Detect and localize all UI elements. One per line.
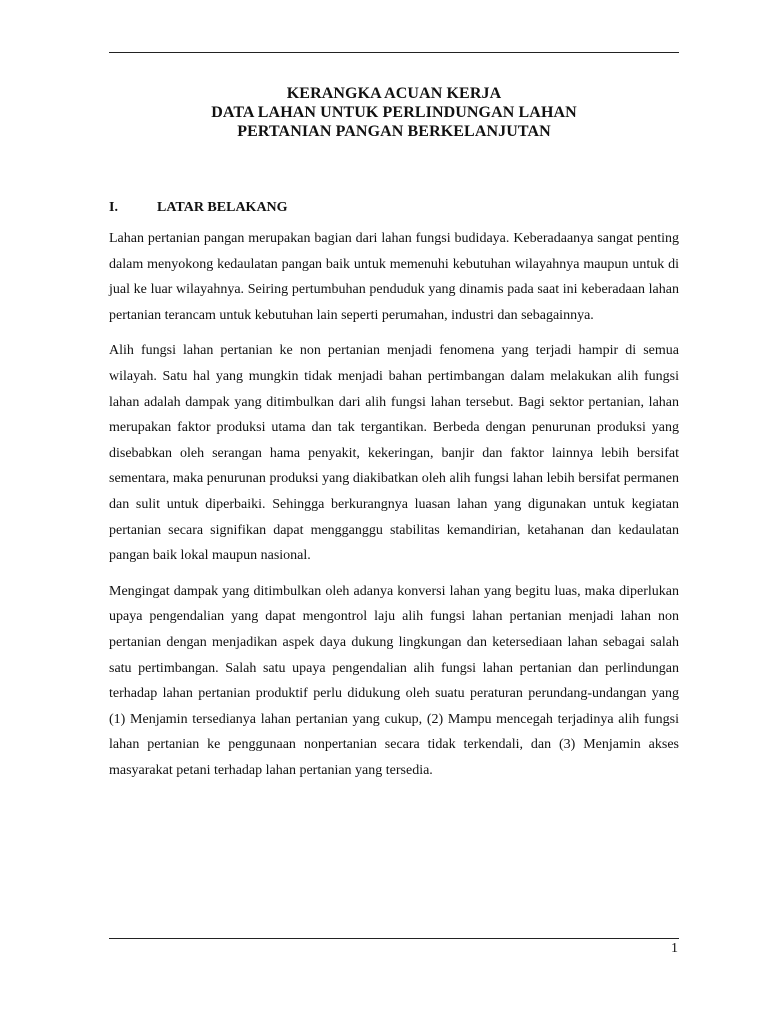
paragraph-2: Alih fungsi lahan pertanian ke non pertanian menjadi fenomena yang terjadi hampir di semua wilayah. Satu hal yang mungkin tidak menjadi bahan pertimbangan dalam melakukan alih fungsi lahan adalah dampak yang ditimbulkan dari alih fungsi lahan tersebut. Bagi sektor pertanian, lahan merupakan faktor produksi utama dan tak tergantikan. Berbeda dengan penurunan produksi yang disebabkan oleh serangan hama penyakit, kekeringan, banjir dan faktor lainnya lebih bersifat sementara, maka penurunan produksi yang diakibatkan oleh alih fungsi lahan lebih bersifat permanen dan sulit untuk diperbaiki. Sehingga berkurangnya luasan lahan yang digunakan untuk kegiatan pertanian secara signifikan dapat mengganggu stabilitas kemandirian, ketahanan dan kedaulatan pangan baik lokal maupun nasional. xyxy=(109,343,679,564)
title-line-1: KERANGKA ACUAN KERJA xyxy=(286,85,502,102)
body-text xyxy=(109,226,679,793)
title-line-3: PERTANIAN PANGAN BERKELANJUTAN xyxy=(237,123,551,140)
paragraph-3: Mengingat dampak yang ditimbulkan oleh adanya konversi lahan yang begitu luas, maka diperlukan upaya pengendalian yang dapat mengontrol laju alih fungsi lahan pertanian menjadi lahan non pertanian dengan menjadikan aspek daya dukung lingkungan dan ketersediaan lahan sebagai salah satu pertimbangan. Salah satu upaya pengendalian alih fungsi lahan pertanian dan perlindungan terhadap lahan pertanian produktif perlu didukung oleh suatu peraturan perundang-undangan yang (1) Menjamin tersedianya lahan pertanian yang cukup, (2) Mampu mencegah terjadinya alih fungsi lahan pertanian ke penggunaan nonpertanian secara tidak terkendali, dan (3) Menjamin akses masyarakat petani terhadap lahan pertanian yang tersedia. xyxy=(109,583,679,778)
paragraph-1: Lahan pertanian pangan merupakan bagian dari lahan fungsi budidaya. Keberadaanya sangat penting dalam menyokong kedaulatan pangan baik untuk memenuhi kebutuhan wilayahnya maupun untuk di jual ke luar wilayahnya. Seiring pertumbuhan penduduk yang dinamis pada saat ini keberadaan lahan pertanian terancam untuk kebutuhan lain seperti perumahan, industri dan sebagainnya. xyxy=(109,231,679,323)
page-number: 1 xyxy=(671,941,678,956)
section-heading xyxy=(109,199,679,217)
section-number: I. xyxy=(109,200,118,215)
title-line-2: DATA LAHAN UNTUK PERLINDUNGAN LAHAN xyxy=(211,104,577,121)
document-title xyxy=(109,84,679,141)
footer-rule xyxy=(109,938,679,939)
section-title: LATAR BELAKANG xyxy=(157,200,288,215)
header-rule xyxy=(109,52,679,53)
